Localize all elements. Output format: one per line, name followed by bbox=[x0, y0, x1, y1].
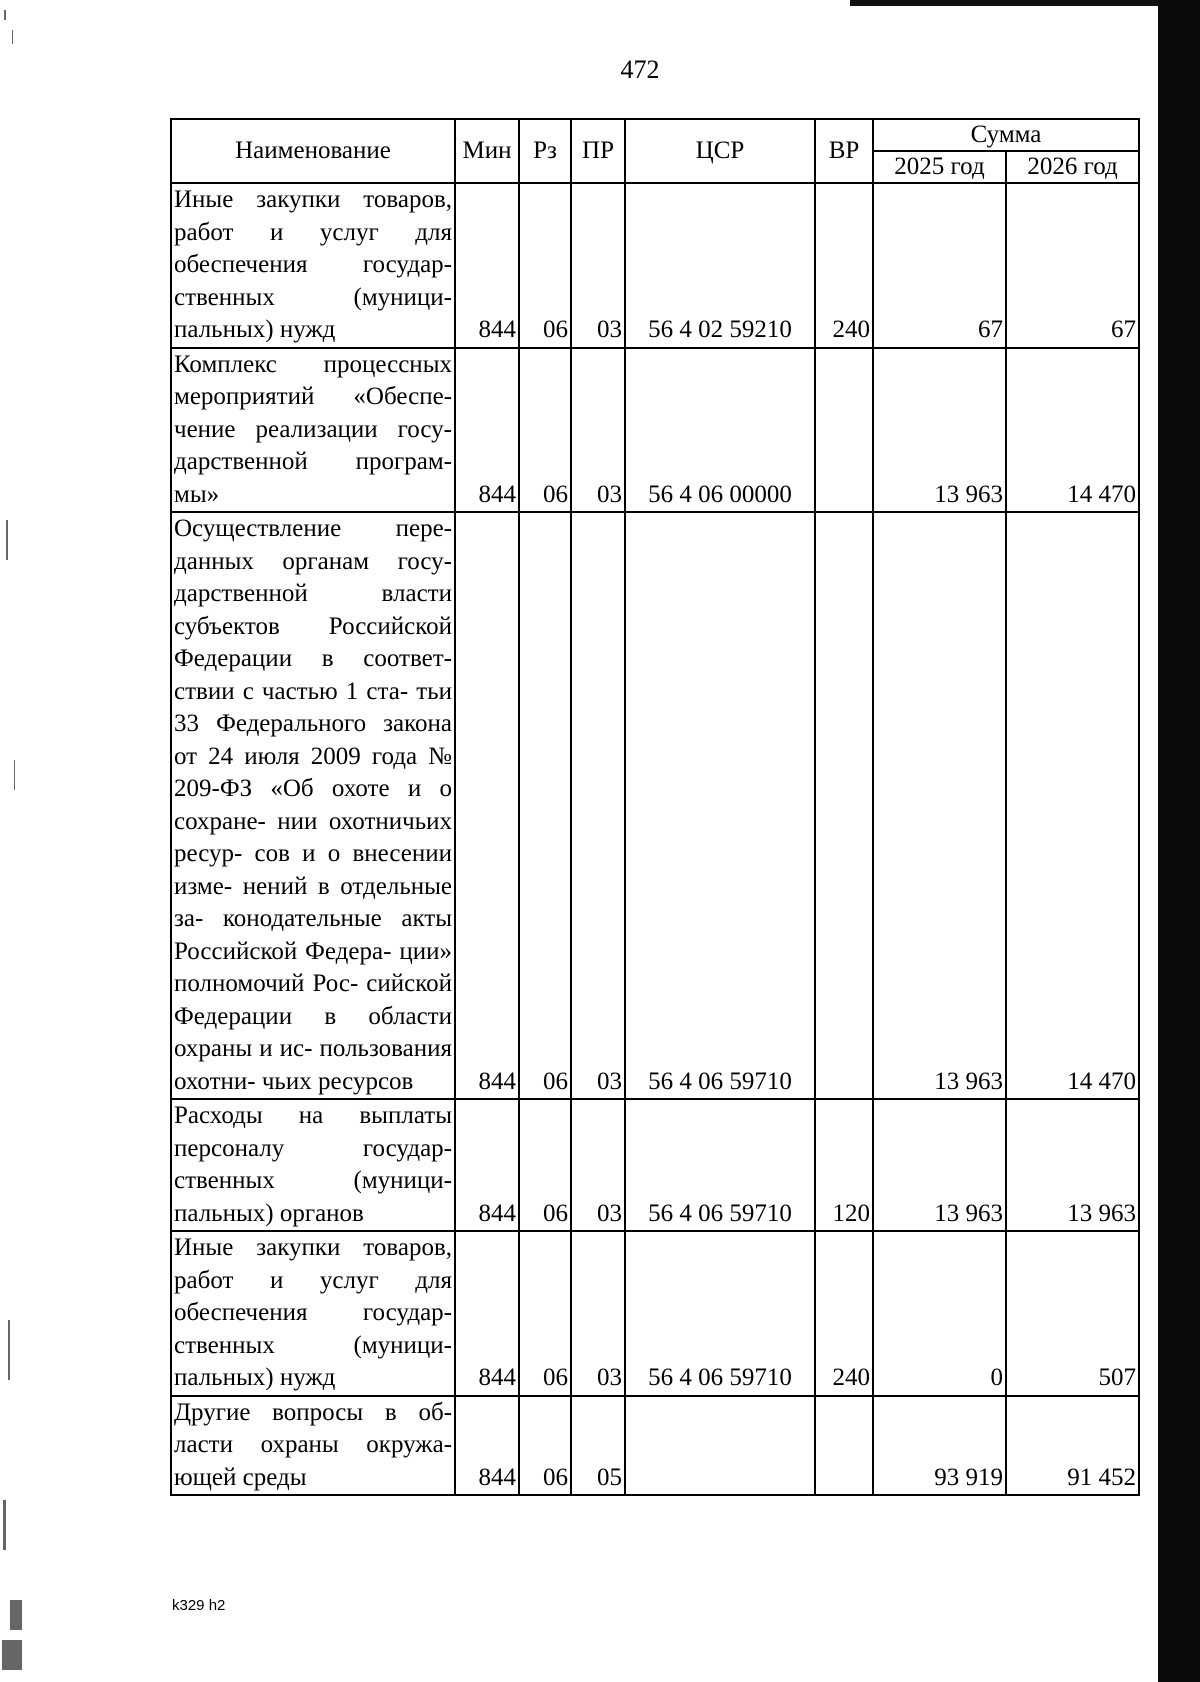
budget-table bbox=[170, 118, 1140, 1496]
row-name: Иные закупки товаров, работ и услуг для обеспечения государ- ственных (муници- пальных) нужд bbox=[171, 1231, 455, 1396]
row-csr: 56 4 06 59710 bbox=[625, 1231, 815, 1396]
row-csr: 56 4 02 59210 bbox=[625, 183, 815, 348]
row-sum-2026: 91 452 bbox=[1006, 1396, 1139, 1496]
row-min: 844 bbox=[455, 1396, 519, 1496]
table-row bbox=[171, 348, 1139, 513]
row-vr: 240 bbox=[815, 1231, 873, 1396]
row-rz: 06 bbox=[519, 348, 571, 513]
row-min: 844 bbox=[455, 183, 519, 348]
row-name: Иные закупки товаров, работ и услуг для обеспечения государ- ственных (муници- пальных) нужд bbox=[171, 183, 455, 348]
row-sum-2025: 93 919 bbox=[873, 1396, 1006, 1496]
row-csr bbox=[625, 1396, 815, 1496]
col-header-2026: 2026 год bbox=[1006, 151, 1139, 183]
row-csr: 56 4 06 00000 bbox=[625, 348, 815, 513]
row-rz: 06 bbox=[519, 512, 571, 1099]
row-vr: 240 bbox=[815, 183, 873, 348]
col-header-sum: Сумма bbox=[873, 119, 1139, 151]
page-number: 472 bbox=[620, 55, 660, 84]
table-row bbox=[171, 1231, 1139, 1396]
row-min: 844 bbox=[455, 1231, 519, 1396]
row-pr: 05 bbox=[571, 1396, 625, 1496]
row-csr: 56 4 06 59710 bbox=[625, 1099, 815, 1231]
row-pr: 03 bbox=[571, 512, 625, 1099]
scan-right-edge bbox=[1158, 0, 1200, 1682]
row-pr: 03 bbox=[571, 348, 625, 513]
scan-top-edge bbox=[850, 0, 1160, 6]
row-sum-2026: 14 470 bbox=[1006, 512, 1139, 1099]
table-row bbox=[171, 1396, 1139, 1496]
row-pr: 03 bbox=[571, 1231, 625, 1396]
row-sum-2025: 0 bbox=[873, 1231, 1006, 1396]
row-name: Другие вопросы в об- ласти охраны окружа- ющей среды bbox=[171, 1396, 455, 1496]
col-header-min: Мин bbox=[455, 119, 519, 183]
row-name: Расходы на выплаты персоналу государ- ственных (муници- пальных) органов bbox=[171, 1099, 455, 1231]
col-header-pr: ПР bbox=[571, 119, 625, 183]
row-csr: 56 4 06 59710 bbox=[625, 512, 815, 1099]
row-min: 844 bbox=[455, 348, 519, 513]
row-sum-2026: 13 963 bbox=[1006, 1099, 1139, 1231]
table-row bbox=[171, 1099, 1139, 1231]
scan-left-noise bbox=[0, 0, 30, 1682]
row-sum-2025: 13 963 bbox=[873, 348, 1006, 513]
row-min: 844 bbox=[455, 512, 519, 1099]
row-sum-2025: 13 963 bbox=[873, 512, 1006, 1099]
col-header-csr: ЦСР bbox=[625, 119, 815, 183]
table-row bbox=[171, 512, 1139, 1099]
row-vr: 120 bbox=[815, 1099, 873, 1231]
col-header-2025: 2025 год bbox=[873, 151, 1006, 183]
table-row bbox=[171, 183, 1139, 348]
header-row-1 bbox=[171, 119, 1139, 151]
row-min: 844 bbox=[455, 1099, 519, 1231]
row-pr: 03 bbox=[571, 183, 625, 348]
row-vr bbox=[815, 1396, 873, 1496]
col-header-rz: Рз bbox=[519, 119, 571, 183]
row-name: Осуществление пере- данных органам госу- дарственной власти субъектов Российской Федерации в соответ- ствии с частью 1 ста- тьи 33 Федерального закона от 24 июля 2009 года № 209-ФЗ «Об охоте и о сохране- нии охотничьих ресур- сов и о внесении изме- нений в отдельные за- конодательные акты Российской Федера- ции» полномочий Рос- сийской Федерации в области охраны и ис- пользования охотни- чьих ресурсов bbox=[171, 512, 455, 1099]
row-sum-2025: 67 bbox=[873, 183, 1006, 348]
row-sum-2025: 13 963 bbox=[873, 1099, 1006, 1231]
row-vr bbox=[815, 512, 873, 1099]
footer-code: k329 h2 bbox=[172, 1597, 226, 1614]
row-rz: 06 bbox=[519, 1231, 571, 1396]
row-vr bbox=[815, 348, 873, 513]
row-sum-2026: 67 bbox=[1006, 183, 1139, 348]
row-rz: 06 bbox=[519, 1099, 571, 1231]
row-rz: 06 bbox=[519, 183, 571, 348]
col-header-vr: ВР bbox=[815, 119, 873, 183]
row-pr: 03 bbox=[571, 1099, 625, 1231]
row-sum-2026: 507 bbox=[1006, 1231, 1139, 1396]
col-header-name: Наименование bbox=[171, 119, 455, 183]
row-rz: 06 bbox=[519, 1396, 571, 1496]
row-sum-2026: 14 470 bbox=[1006, 348, 1139, 513]
row-name: Комплекс процессных мероприятий «Обеспе- чение реализации госу- дарственной програм- мы» bbox=[171, 348, 455, 513]
